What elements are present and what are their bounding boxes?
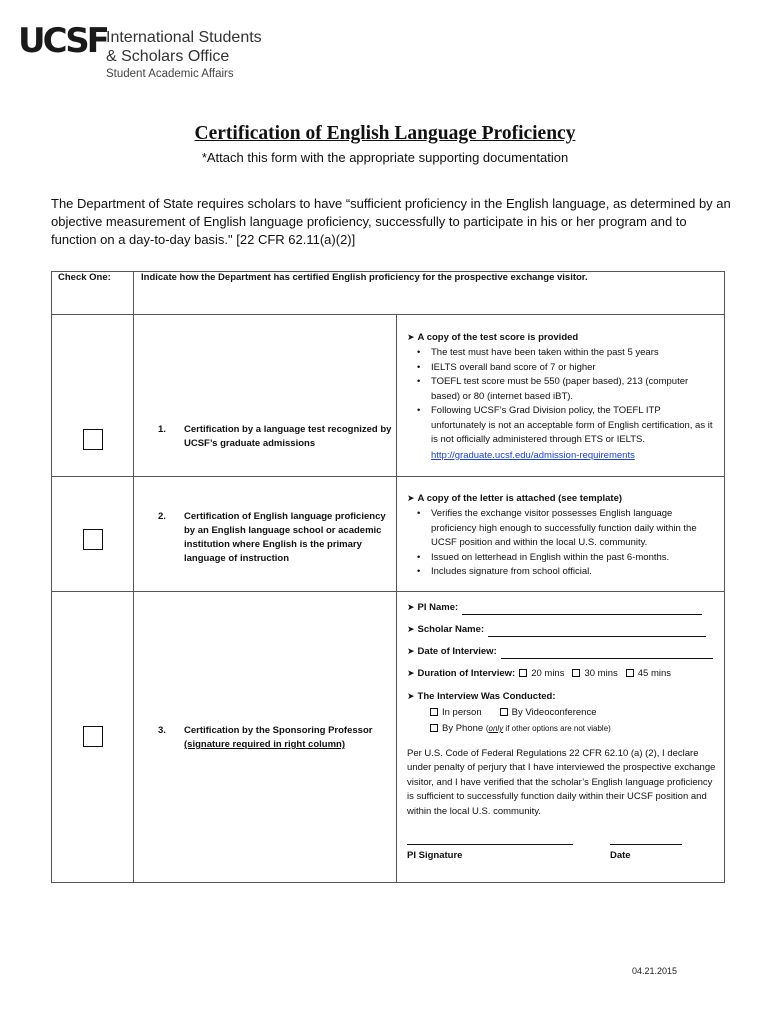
- logo-text: [106, 28, 366, 82]
- declaration-text: Per U.S. Code of Federal Regulations 22 CFR 62.10 (a) (2), I declare under penalty of perjury that I have interviewed the prospective exchange visitor, and I have verified that the scholar’s English language proficiency is sufficient to successfully function daily within their UCSF position and within the local U.S. community.: [407, 748, 716, 817]
- videoconference-checkbox[interactable]: [500, 708, 508, 716]
- option-3-number: 3.: [158, 725, 166, 736]
- header-check-one: Check One:: [52, 272, 134, 315]
- option-1-text: Certification by a language test recognized by UCSF’s graduate admissions: [184, 424, 392, 449]
- option-3-note: (signature required in right column): [184, 739, 345, 750]
- logo-line-1: International Students: [106, 29, 262, 46]
- option-2-heading: ➤ A copy of the letter is attached (see template): [407, 493, 623, 504]
- header-instructions: Indicate how the Department has certified English proficiency for the prospective exchange visitor.: [134, 272, 725, 315]
- list-item: • The test must have been taken within the past 5 years: [407, 346, 718, 361]
- option-3-title: Certification by the Sponsoring Professor: [184, 725, 373, 736]
- option-3-row: [52, 592, 725, 883]
- option-2-check-cell: [52, 477, 134, 592]
- option-3-check-cell: [52, 592, 134, 883]
- date-line[interactable]: [610, 844, 682, 845]
- list-item: • Includes signature from school official.: [407, 565, 718, 580]
- option-1-bullets: [407, 346, 718, 448]
- arrow-icon: ➤: [407, 669, 415, 679]
- date-label: Date: [610, 850, 631, 862]
- in-person-checkbox[interactable]: [430, 708, 438, 716]
- option-2-checkbox[interactable]: [83, 529, 103, 550]
- option-1-number: 1.: [158, 424, 166, 435]
- arrow-icon: ➤: [407, 603, 415, 613]
- option-1-checkbox[interactable]: [83, 429, 103, 450]
- interview-conducted-heading: ➤ The Interview Was Conducted:: [407, 691, 556, 702]
- arrow-icon: ➤: [407, 625, 415, 635]
- option-2-bullets: [407, 507, 718, 580]
- duration-45-checkbox[interactable]: [626, 669, 634, 677]
- option-2-row: [52, 477, 725, 592]
- document-title: Certification of English Language Proficiency: [194, 123, 576, 144]
- list-item: • TOEFL test score must be 550 (paper based), 213 (computer based) or 80 (internet based iBT).: [407, 375, 718, 404]
- admission-requirements-link[interactable]: http://graduate.ucsf.edu/admission-requirements: [431, 449, 635, 461]
- phone-checkbox[interactable]: [430, 724, 438, 732]
- option-2-text: Certification of English language proficiency by an English language school or academic institution where English is the primary language of instruction: [184, 511, 386, 564]
- arrow-icon: ➤: [407, 333, 415, 343]
- option-1-heading: ➤ A copy of the test score is provided: [407, 332, 579, 343]
- pi-signature-label: PI Signature: [407, 850, 463, 862]
- option-3-label: [158, 724, 398, 752]
- option-2-label-cell: [134, 477, 397, 592]
- certification-table: [51, 271, 725, 883]
- phone-note: (only if other options are not viable): [485, 724, 611, 733]
- arrow-icon: ➤: [407, 692, 415, 702]
- list-item: • IELTS overall band score of 7 or higher: [407, 361, 718, 376]
- conducted-row-1: In person By Videoconference: [407, 705, 718, 721]
- list-item: • Verifies the exchange visitor possesses English language proficiency high enough to successfully function daily within the UCSF position and within the local U.S. community.: [407, 507, 718, 551]
- conducted-row-2: By Phone (only if other options are not viable): [407, 721, 718, 737]
- option-2-number: 2.: [158, 511, 166, 522]
- option-3-text: [184, 724, 398, 752]
- scholar-name-field[interactable]: ➤ Scholar Name:: [407, 623, 718, 645]
- logo-mark: UCSF: [18, 21, 107, 61]
- duration-30-checkbox[interactable]: [572, 669, 580, 677]
- option-1-check-cell: [52, 315, 134, 477]
- duration-of-interview: ➤ Duration of Interview: 20 mins 30 mins 45 mins: [407, 668, 671, 679]
- option-2-requirements-cell: [397, 477, 725, 592]
- signature-row: [407, 844, 718, 878]
- pi-signature-line[interactable]: [407, 844, 573, 845]
- option-3-label-cell: [134, 592, 397, 883]
- logo-line-2: & Scholars Office: [106, 48, 230, 65]
- list-item: • Following UCSF’s Grad Division policy, the TOEFL ITP unfortunately is not an acceptable form of English certification, as it is not officially administered through ETS or IELTS.: [407, 404, 718, 448]
- option-1-label: [158, 423, 398, 451]
- option-1-label-cell: [134, 315, 397, 477]
- option-3-form-cell: [397, 592, 725, 883]
- option-2-label: [158, 510, 398, 566]
- intro-paragraph: The Department of State requires scholars to have “sufficient proficiency in the English language, as determined by an objective measurement of English language proficiency, successfully to participate in his or her program and to function on a day-to-day basis." [22 CFR 62.11(a)(2)]: [51, 196, 731, 247]
- duration-20-checkbox[interactable]: [519, 669, 527, 677]
- date-of-interview-field[interactable]: ➤ Date of Interview:: [407, 645, 718, 667]
- arrow-icon: ➤: [407, 494, 415, 504]
- list-item: • Issued on letterhead in English within the past 6-months.: [407, 551, 718, 566]
- logo-line-3: Student Academic Affairs: [106, 68, 234, 80]
- document-subtitle: *Attach this form with the appropriate supporting documentation: [201, 150, 569, 165]
- option-1-row: [52, 315, 725, 477]
- pi-name-field[interactable]: ➤ PI Name:: [407, 601, 718, 623]
- arrow-icon: ➤: [407, 647, 415, 657]
- option-3-checkbox[interactable]: [83, 726, 103, 747]
- table-header-row: [52, 272, 725, 315]
- footer-date: 04.21.2015: [632, 966, 678, 976]
- option-1-requirements-cell: [397, 315, 725, 477]
